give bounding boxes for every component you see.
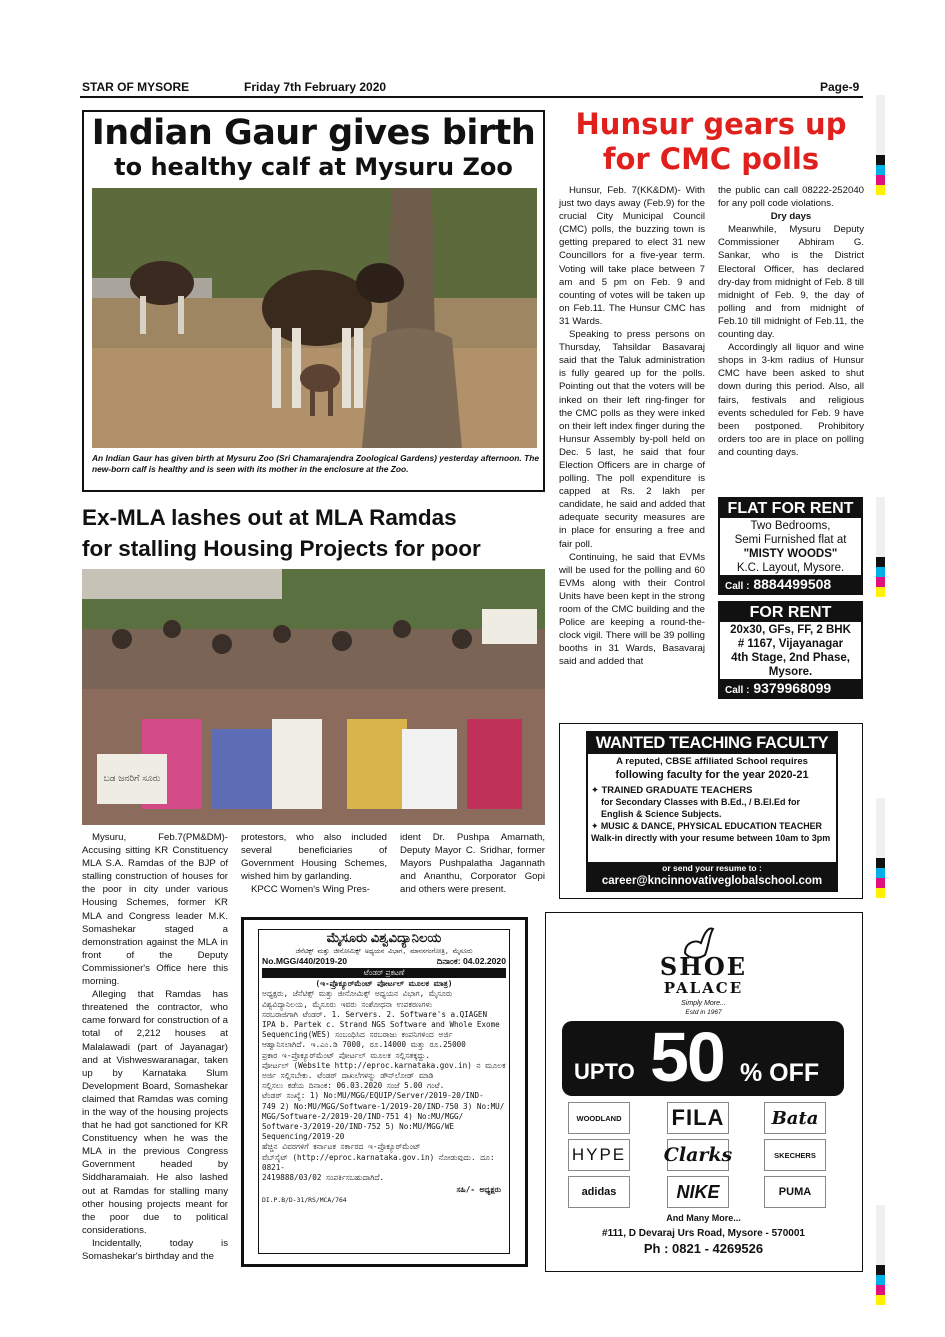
- notice-signature: ಸಹಿ/- ಅಧ್ಯಕ್ಷರು: [456, 1185, 501, 1195]
- paragraph: Mysuru, Feb.7(PM&DM)- Accusing sitting KR Constituency MLA S.A. Ramdas of the BJP of stalling construction of houses for the poor in city under various Housing Schemes, former KR MLA and Congress leader M.K. Somashekar staged a demonstration against the MLA in front of the Deputy Commissioner's Office here this morning.: [82, 832, 228, 988]
- shoe-tagline: Simply More...: [681, 1000, 726, 1007]
- notice-title: ಮೈಸೂರು ವಿಶ್ವವಿದ್ಯಾನಿಲಯ: [326, 930, 442, 945]
- exmla-column-2: [241, 831, 387, 896]
- notice-line: 2419888/03/02 ಸಂಪರ್ಕಿಸಬಹುದಾಗಿದೆ.: [262, 1173, 385, 1183]
- placard-text: ಬಡ ಜನರಿಗೆ ಸೂರು: [103, 774, 161, 784]
- notice-line: ಅಧ್ಯಕ್ಷರು, ಜೆನೆಟಿಕ್ಸ್ ಮತ್ತು ಜೀನೋಮಿಕ್ಸ್ ಅಧ್ಯಯನ ವಿಭಾಗ, ಮೈಸೂರು: [262, 989, 453, 999]
- offer-off: % OFF: [740, 1059, 820, 1087]
- teaching-walkin: Walk-in directly with your resume between 10am to 3pm: [591, 833, 831, 843]
- teaching-email[interactable]: career@kncinnovativeglobalschool.com: [601, 875, 823, 887]
- item-text: MUSIC & DANCE, PHYSICAL EDUCATION TEACHER: [600, 821, 822, 831]
- notice-ref: DI.P.B/D-31/RS/MCA/764: [262, 1196, 347, 1205]
- brand-logo: SKECHERS: [764, 1139, 826, 1171]
- notice-line: ವಿಶ್ವವಿದ್ಯಾನಿಲಯ, ಮೈಸೂರು ಇವರು ಸಂಶೋಧನಾ ಉಪಕರಣಗಳು: [262, 999, 433, 1009]
- ad-line: 20x30, GFs, FF, 2 BHK: [730, 624, 851, 636]
- registration-strip: [876, 95, 885, 155]
- exmla-subheadline: for stalling Housing Projects for poor: [82, 536, 481, 561]
- paragraph: KPCC Women's Wing Pres-: [251, 884, 370, 896]
- call-label: Call :: [725, 685, 750, 696]
- teaching-ad: [586, 731, 838, 892]
- shoe-more: And Many More...: [666, 1213, 741, 1223]
- paragraph: Incidentally, today is Somashekar's birthday and the: [82, 1237, 228, 1262]
- notice-line: ಪೋರ್ಟಲ್ (Website http://eproc.karnataka.gov.in) ನ ಮೂಲಕ: [262, 1060, 506, 1070]
- notice-heading: ಟೆಂಡರ್ ಪ್ರಕಟಣೆ: [262, 968, 506, 978]
- gaur-photo: [92, 188, 537, 448]
- teaching-item-1-detail: English & Science Subjects.: [601, 809, 722, 819]
- brand-logo: PUMA: [764, 1176, 826, 1208]
- notice-number: No.MGG/440/2019-20: [262, 956, 348, 967]
- protest-photo: [82, 569, 545, 825]
- header-rule: [80, 96, 863, 98]
- ad-line: "MISTY WOODS": [743, 548, 838, 560]
- teaching-intro: following faculty for the year 2020-21: [615, 769, 809, 781]
- paragraph: Hunsur, Feb. 7(KK&DM)- With just two days away (Feb.9) for the crucial City Municipal Council (CMC) polls, the buzzing town is getting prepared to elect 31 new Councillors for a five-year term. Voting will take place between 7 am and 5 pm on Feb. 9 and counting of votes will be taken up on Feb.11. The Hunsur CMC has 31 Wards.: [559, 185, 705, 327]
- registration-strip: [876, 798, 885, 858]
- brand-logo: FILA: [667, 1102, 729, 1134]
- shoe-name-2: PALACE: [663, 979, 744, 997]
- teaching-contact-bar: [588, 862, 836, 890]
- brand-logo: HYPE: [568, 1139, 630, 1171]
- cmyk-color-bar: [876, 858, 885, 898]
- brand-logo: Bata: [764, 1102, 826, 1134]
- shoe-phone: Ph : 0821 - 4269526: [643, 1241, 764, 1256]
- teaching-send: or send your resume to :: [662, 863, 762, 873]
- exmla-column-3: [400, 831, 545, 896]
- page-number: Page-9: [820, 80, 860, 94]
- tender-inner-frame: [258, 929, 510, 1254]
- for-rent-ad: [718, 601, 863, 699]
- ad-call-bar: [720, 575, 861, 593]
- notice-subheading: (ಇ-ಪ್ರೊಕ್ಯೂರ್‌ಮೆಂಟ್ ಪೋರ್ಟಲ್ ಮೂಲಕ ಮಾತ್ರ): [315, 979, 453, 989]
- hunsur-column-2: [718, 184, 864, 459]
- hunsur-subheadline: for CMC polls: [602, 142, 820, 176]
- phone-number: 9379968099: [753, 680, 832, 696]
- item-text: TRAINED GRADUATE TEACHERS: [601, 784, 753, 795]
- shoe-estd: Estd in 1967: [685, 1009, 722, 1016]
- paragraph: the public can call 08222-252040 for any poll code violations.: [718, 185, 864, 210]
- paragraph: Continuing, he said that EVMs will be used for the polling and 60 EVMs along with their Control Units have been kept in the strong room of the CMC building and the Police are keeping a round-the-clock vigil. There will be 39 polling booths in 31 Wards, Basavaraj said and added that: [559, 551, 705, 668]
- gaur-subheadline: to healthy calf at Mysuru Zoo: [114, 153, 513, 181]
- notice-line: IPA b. Partek c. Strand NGS Software and Whole Exome: [262, 1020, 500, 1030]
- offer-banner: [562, 1018, 844, 1096]
- paragraph: ident Dr. Pushpa Amarnath, Deputy Mayor C. Sridhar, former Mayors Pushpalatha Jagannath and Ananthu, Corporator Gopi and others were present.: [400, 832, 545, 896]
- cmyk-color-bar: [876, 155, 885, 195]
- notice-line: ಪ್ರಕಾರ ಇ-ಪ್ರೊಕ್ಯೂರ್‌ಮೆಂಟ್ ಪೋರ್ಟಲ್ ಮೂಲಕ ಸಲ್ಲಿಸತಕ್ಕದ್ದು.: [262, 1050, 430, 1060]
- paragraph: Alleging that Ramdas has threatened the contractor, who came forward for construction of a total of 2,212 houses at Malalawadi (part of Jayanagar) and at Vishweswaranagar, taken up by Karnataka Slum Development Board, Somashekar claimed that Ramdas was coming in the way of the housing projects that he had got sanctioned for KR Constituency when he was the MLA in the previous Congress Government headed by Siddharamaiah. He also lashed out at Ramdas for stalling many other housing projects meant for the poor due to political considerations.: [82, 989, 228, 1236]
- paragraph: Accordingly all liquor and wine shops in 3-km radius of Hunsur CMC have been asked to shut down during this period. Also, all fairs, festivals and religious events scheduled for Feb. 9 have been postponed. Prohibitory orders too are in place on polling and counting days.: [718, 342, 864, 458]
- brand-logo: adidas: [568, 1176, 630, 1208]
- notice-line: ಆಹ್ವಾನಿಸಲಾಗಿದೆ. ಇ.ಎಂ.ಡಿ 7000, ರೂ.14000 ಮತ್ತು ರೂ.25000: [262, 1040, 466, 1050]
- cmyk-color-bar: [876, 1265, 885, 1305]
- teaching-title: WANTED TEACHING FACULTY: [588, 733, 836, 754]
- notice-line: 749 2) No:MU/MGG/Software-1/2019-20/IND-750 3) No:MU/: [262, 1101, 505, 1111]
- paper-name: STAR OF MYSORE: [82, 80, 190, 94]
- registration-strip: [876, 1205, 885, 1265]
- notice-subtitle: ಜೆನೆಟಿಕ್ಸ್ ಮತ್ತು ಜೀನೋಮಿಕ್ಸ್ ಅಧ್ಯಯನ ವಿಭಾಗ, ಮಾನಸಗಂಗೋತ್ರಿ, ಮೈಸೂರು: [295, 947, 473, 955]
- paragraph: Meanwhile, Mysuru Deputy Commissioner Abhiram G. Sankar, who is the District Electoral Officer, has declared dry-day from midnight of Feb. 8 till midnight of Feb. 9, the day of polling and from midnight of Feb.10 till midnight of Feb.11, the counting day.: [718, 224, 864, 341]
- ad-line: K.C. Layout, Mysore.: [736, 562, 845, 574]
- ad-line: 4th Stage, 2nd Phase,: [731, 652, 850, 664]
- hunsur-column-1: [559, 184, 705, 668]
- gaur-caption: An Indian Gaur has given birth at Mysuru Zoo (Sri Chamarajendra Zoological Gardens) yesterday afternoon. The new-born calf is healthy and is seen with its mother in the enclosure at the Zoo.: [92, 453, 539, 474]
- ad-line: Semi Furnished flat at: [734, 534, 847, 546]
- paragraph: protestors, who also included several beneficiaries of Government Housing Schemes, wished him by garlanding.: [241, 832, 387, 883]
- notice-line: ವೆಬ್‌ಸೈಟ್ (http://eproc.karnataka.gov.in) ನೋಡುವುದು. ದೂ: 0821-: [262, 1152, 495, 1172]
- paragraph: Speaking to press persons on Thursday, Tahsildar Basavaraj said that the Taluk administration is fully geared up for the polls. Pointing out that the voters will be inked on their left ring-finger for the CMC polls as they were inked on their left index finger during the Hunsur Assembly by-poll held on Dec. 5 last, he said that four Election Officers are in charge of polling. The poll expenditure is capped at Rs. 2 lakh per candidate, he said and added that adequate security measures are in place for ensuring a free and fair poll.: [559, 329, 705, 550]
- teaching-ad-frame: [559, 723, 863, 899]
- exmla-headline: Ex-MLA lashes out at MLA Ramdas: [82, 505, 457, 530]
- call-label: Call :: [725, 581, 750, 592]
- ad-line: # 1167, Vijayanagar: [737, 638, 844, 650]
- notice-line: MGG/Software-2/2019-20/IND-751 4) No:MU/MGG/: [262, 1111, 464, 1121]
- notice-line: ಅರ್ಜಿ ಸಲ್ಲಿಸಬೇಕು. ಟೆಂಡರ್ ದಾಖಲೆಗಳನ್ನು ಡೌನ್‌ಲೋಡ್ ಮಾಡಿ: [262, 1071, 434, 1081]
- brand-logo: WOODLAND: [568, 1102, 630, 1134]
- cmyk-color-bar: [876, 557, 885, 597]
- notice-line: Sequencing/2019-20: [262, 1132, 345, 1142]
- teaching-intro: A reputed, CBSE affiliated School requires: [616, 756, 808, 767]
- ad-line: Mysore.: [768, 666, 813, 678]
- tender-notice: [241, 917, 528, 1267]
- offer-percent: 50: [650, 1018, 724, 1096]
- exmla-column-1: [82, 831, 228, 1263]
- subhead-dry-days: Dry days: [770, 211, 812, 223]
- phone-number: 8884499508: [753, 576, 832, 592]
- ad-call-bar: [720, 679, 861, 697]
- teaching-item-2: ✦ MUSIC & DANCE, PHYSICAL EDUCATION TEACHER: [591, 821, 822, 831]
- notice-line: ಸರಬರಾಜಿಗಾಗಿ ಟೆಂಡರ್. 1. Servers. 2. Software's a.QIAGEN: [262, 1009, 488, 1019]
- notice-line: Sequencing(WES) ಸಂಬಂಧಿಸಿದ ಸರಬರಾಜು ಕಂಪನಿಗಳಿಂದ ಅರ್ಜಿ: [262, 1030, 453, 1040]
- hunsur-headline: Hunsur gears up: [575, 107, 847, 141]
- ad-title: FOR RENT: [720, 603, 861, 622]
- notice-line: ಸಲ್ಲಿಸಲು ಕಡೆಯ ದಿನಾಂಕ: 06.03.2020 ಸಂಜೆ 5.00 ಗಂಟೆ.: [262, 1081, 445, 1091]
- flat-for-rent-ad: [718, 497, 863, 595]
- notice-line: ಟೆಂಡರ್ ಸಂಖ್ಯೆ: 1) No:MU/MGG/EQUIP/Server/2019-20/IND-: [262, 1091, 484, 1101]
- registration-strip: [876, 497, 885, 557]
- notice-line: Software-3/2019-20/IND-752 5) No:MU/MGG/WE: [262, 1122, 455, 1132]
- shoe-address: #111, D Devaraj Urs Road, Mysore - 570001: [602, 1228, 805, 1239]
- ad-line: Two Bedrooms,: [750, 520, 831, 532]
- offer-upto: UPTO: [574, 1059, 635, 1084]
- teaching-item-1-detail: for Secondary Classes with B.Ed., / B.El.Ed for: [601, 797, 801, 807]
- teaching-item-1: ✦ TRAINED GRADUATE TEACHERS: [591, 784, 753, 795]
- notice-line: ಹೆಚ್ಚಿನ ವಿವರಗಳಿಗೆ ಕರ್ನಾಟಕ ಸರ್ಕಾರದ ಇ-ಪ್ರೊಕ್ಯೂರ್‌ಮೆಂಟ್: [262, 1142, 421, 1152]
- gaur-headline: Indian Gaur gives birth: [91, 113, 536, 153]
- ad-title: FLAT FOR RENT: [720, 499, 861, 518]
- brand-logo: NIKE: [667, 1176, 729, 1208]
- issue-date: Friday 7th February 2020: [244, 80, 387, 94]
- shoe-palace-ad: [545, 912, 863, 1272]
- shoe-name: SHOE: [659, 952, 748, 981]
- notice-date: ದಿನಾಂಕ: 04.02.2020: [436, 956, 506, 967]
- brand-logo: Clarks: [667, 1139, 729, 1171]
